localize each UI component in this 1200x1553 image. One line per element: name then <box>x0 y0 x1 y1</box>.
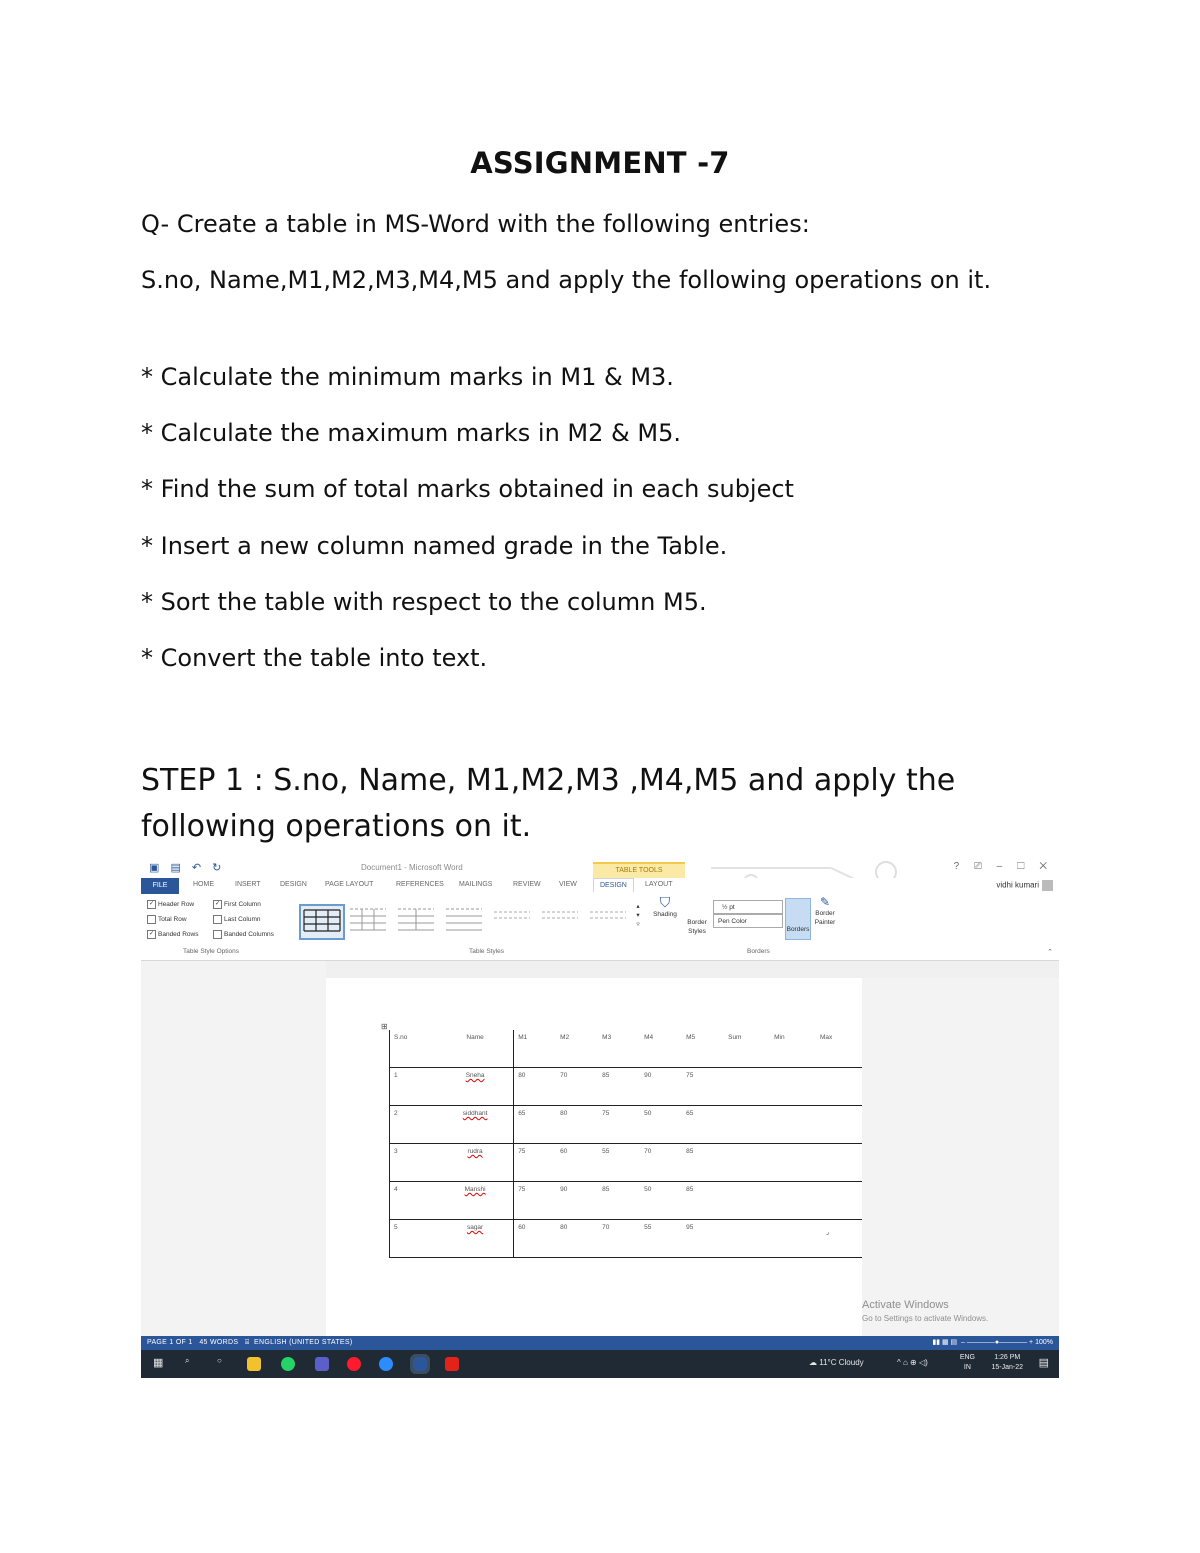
table-cell[interactable]: 75 <box>682 1068 724 1106</box>
header-cell[interactable]: M3 <box>598 1030 640 1068</box>
option-banded-columns[interactable]: Banded Columns <box>213 930 274 939</box>
table-cell[interactable]: 4 <box>390 1182 436 1220</box>
ribbon-design <box>141 894 1059 961</box>
view-mode-icons[interactable]: ▮▮ ▦ ▤ <box>932 1339 958 1346</box>
zoom-level[interactable]: 100% <box>1035 1339 1053 1346</box>
system-tray-icons[interactable]: ^ ⌂ ⊕ ◁) <box>897 1358 928 1367</box>
window-title: Document1 - Microsoft Word <box>361 863 463 872</box>
table-cell[interactable] <box>816 1220 862 1258</box>
bullet-2: * Calculate the maximum marks in M2 & M5. <box>141 419 681 447</box>
table-cell[interactable]: 90 <box>640 1068 682 1106</box>
table-cell[interactable]: 70 <box>598 1220 640 1258</box>
table-cell[interactable]: 70 <box>556 1068 598 1106</box>
table-cell[interactable]: 55 <box>640 1220 682 1258</box>
table-cell[interactable]: 1 <box>390 1068 436 1106</box>
header-cell[interactable]: M5 <box>682 1030 724 1068</box>
status-words[interactable]: 45 WORDS <box>199 1339 239 1346</box>
question-text: Q- Create a table in MS-Word with the following entries: <box>141 210 810 238</box>
table-cell[interactable]: 90 <box>556 1182 598 1220</box>
checkbox-checked-icon: ✓ <box>148 931 155 937</box>
bullet-5: * Sort the table with respect to the column M5. <box>141 588 707 616</box>
word-app-icon[interactable] <box>413 1357 427 1371</box>
option-banded-rows[interactable]: ✓ Banded Rows <box>148 931 199 939</box>
header-cell[interactable]: Max <box>816 1030 862 1068</box>
table-style-6[interactable] <box>539 904 581 936</box>
table-cell[interactable]: 2 <box>390 1106 436 1144</box>
checkbox-checked-icon: ✓ <box>214 901 221 907</box>
table-cell[interactable]: 80 <box>514 1068 556 1106</box>
table-style-7[interactable] <box>587 904 629 936</box>
line-weight-dropdown[interactable]: ½ pt <box>713 900 783 914</box>
option-total-row[interactable]: Total Row <box>147 915 187 924</box>
table-cell[interactable] <box>816 1144 862 1182</box>
table-cell[interactable] <box>770 1106 816 1144</box>
table-cell[interactable]: 85 <box>682 1144 724 1182</box>
avatar <box>1042 880 1053 891</box>
table-cell[interactable]: 80 <box>556 1220 598 1258</box>
option-header-row[interactable]: ✓ Header Row <box>148 901 195 909</box>
document-page[interactable] <box>326 978 862 1336</box>
table-cell[interactable]: 65 <box>682 1106 724 1144</box>
bullet-6: * Convert the table into text. <box>141 644 488 672</box>
table-cell[interactable]: 80 <box>556 1106 598 1144</box>
proofing-icon[interactable]: ⌸ <box>245 1339 250 1346</box>
spelling-flag: Manshi <box>464 1186 486 1193</box>
windows-taskbar <box>141 1350 1059 1378</box>
checkbox-icon <box>213 915 222 924</box>
marks-table[interactable] <box>389 1030 862 1258</box>
ribbon-tabs <box>141 878 1059 895</box>
table-resize-handle-icon[interactable]: ⌟ <box>826 1229 830 1236</box>
table-cell[interactable]: 75 <box>514 1182 556 1220</box>
table-cell[interactable]: 85 <box>682 1182 724 1220</box>
tab-design[interactable]: DESIGN <box>280 881 307 888</box>
whatsapp-icon[interactable] <box>281 1357 295 1371</box>
table-cell[interactable]: 55 <box>598 1144 640 1182</box>
user-name: vidhi kumari <box>996 880 1039 890</box>
pen-icon: ✎ <box>819 895 831 909</box>
table-cell[interactable]: 95 <box>682 1220 724 1258</box>
table-cell[interactable]: 60 <box>514 1220 556 1258</box>
cloud-icon: ☁ <box>809 1358 817 1367</box>
header-cell[interactable]: Sum <box>724 1030 770 1068</box>
word-screenshot <box>141 858 1059 1378</box>
table-cell[interactable] <box>724 1106 770 1144</box>
spelling-flag: Sneha <box>465 1072 485 1079</box>
spelling-flag: rudra <box>467 1148 483 1155</box>
start-icon[interactable]: ▦ <box>153 1357 164 1369</box>
table-cell[interactable]: 3 <box>390 1144 436 1182</box>
notifications-icon[interactable]: ▤ <box>1038 1357 1049 1369</box>
pen-color-dropdown[interactable]: Pen Color <box>713 914 783 928</box>
header-cell[interactable]: M2 <box>556 1030 598 1068</box>
group-label-table-styles: Table Styles <box>469 948 505 955</box>
table-cell[interactable] <box>816 1106 862 1144</box>
border-painter-button[interactable]: ✎ Border Painter <box>814 895 836 926</box>
assignment-title: ASSIGNMENT -7 <box>470 146 730 180</box>
table-cell[interactable] <box>816 1068 862 1106</box>
shading-button[interactable]: ⛉ Shading <box>653 894 677 918</box>
teams-icon[interactable] <box>315 1357 329 1371</box>
bullet-1: * Calculate the minimum marks in M1 & M3. <box>141 363 674 391</box>
table-cell[interactable]: 85 <box>598 1182 640 1220</box>
clock[interactable]: 1:26 PM 15-Jan-22 <box>991 1354 1023 1371</box>
input-language[interactable]: ENG IN <box>959 1354 975 1371</box>
table-cell[interactable] <box>724 1220 770 1258</box>
table-style-5[interactable] <box>491 904 533 936</box>
status-language[interactable]: ENGLISH (UNITED STATES) <box>254 1339 353 1346</box>
bullet-4: * Insert a new column named grade in the Table. <box>141 532 728 560</box>
entries-line: S.no, Name,M1,M2,M3,M4,M5 and apply the following operations on it. <box>141 266 992 294</box>
table-cell[interactable]: 50 <box>640 1182 682 1220</box>
bullet-3: * Find the sum of total marks obtained in each subject <box>141 475 794 503</box>
name-cell[interactable] <box>436 1220 514 1258</box>
header-cell[interactable]: M4 <box>640 1030 682 1068</box>
weather-widget[interactable]: ☁ 11°C Cloudy <box>809 1358 864 1367</box>
table-row <box>390 1068 863 1106</box>
tab-references[interactable]: REFERENCES <box>396 881 444 888</box>
status-bar <box>141 1336 1059 1350</box>
table-cell[interactable]: 75 <box>514 1144 556 1182</box>
table-style-3[interactable] <box>395 904 437 936</box>
collapse-ribbon-icon[interactable]: ⌃ <box>1047 949 1053 956</box>
name-cell[interactable] <box>436 1068 514 1106</box>
borders-button[interactable]: Borders <box>785 898 811 940</box>
table-cell[interactable] <box>770 1068 816 1106</box>
zoom-app-icon[interactable] <box>379 1357 393 1371</box>
zoom-slider[interactable]: – ————●———— + <box>961 1339 1034 1346</box>
border-styles-button[interactable]: Border Styles <box>687 919 707 935</box>
tab-review[interactable]: REVIEW <box>513 881 541 888</box>
table-row <box>390 1106 863 1144</box>
checkbox-checked-icon: ✓ <box>148 901 155 907</box>
workspace-left <box>141 961 326 1336</box>
group-label-style-options: Table Style Options <box>183 948 240 955</box>
step-1-heading: STEP 1 : S.no, Name, M1,M2,M3 ,M4,M5 and apply the following operations on it. <box>141 763 956 844</box>
table-style-grid-selected[interactable] <box>299 904 345 940</box>
user-account[interactable] <box>996 880 1053 891</box>
table-cell[interactable]: 65 <box>514 1106 556 1144</box>
activate-windows-watermark: Activate Windows Go to Settings to activate Windows. <box>862 1299 989 1323</box>
task-view-icon[interactable]: ○ <box>217 1356 222 1365</box>
quick-access-toolbar[interactable]: ▣ ▤ ↶ ↻ <box>149 862 226 874</box>
tab-table-layout[interactable]: LAYOUT <box>645 881 673 888</box>
table-cell[interactable]: 85 <box>598 1068 640 1106</box>
table-style-2[interactable] <box>347 904 389 936</box>
table-header-row <box>390 1030 863 1068</box>
tab-file[interactable]: FILE <box>141 878 179 894</box>
table-cell[interactable] <box>816 1182 862 1220</box>
opera-icon[interactable] <box>347 1357 361 1371</box>
table-cell[interactable] <box>770 1144 816 1182</box>
name-cell[interactable] <box>436 1106 514 1144</box>
tab-table-design[interactable]: DESIGN <box>593 878 634 892</box>
spelling-flag: siddhant <box>462 1110 488 1117</box>
header-cell[interactable]: Name <box>436 1030 514 1068</box>
workspace-right <box>862 978 1059 1336</box>
option-first-column[interactable]: ✓ First Column <box>214 901 261 909</box>
group-label-borders: Borders <box>747 948 770 955</box>
paint-bucket-icon: ⛉ <box>659 894 671 910</box>
checkbox-icon <box>147 915 156 924</box>
header-cell[interactable]: M1 <box>514 1030 556 1068</box>
table-cell[interactable] <box>770 1220 816 1258</box>
checkbox-icon <box>213 930 222 939</box>
tab-page-layout[interactable]: PAGE LAYOUT <box>325 881 374 888</box>
tab-home[interactable]: HOME <box>193 881 214 888</box>
acrobat-icon[interactable] <box>445 1357 459 1371</box>
table-cell[interactable]: 70 <box>640 1144 682 1182</box>
table-cell[interactable]: 75 <box>598 1106 640 1144</box>
table-cell[interactable]: 5 <box>390 1220 436 1258</box>
tab-view[interactable]: VIEW <box>559 881 577 888</box>
option-last-column[interactable]: Last Column <box>213 915 261 924</box>
status-page[interactable]: PAGE 1 OF 1 <box>147 1339 193 1346</box>
spelling-flag: sagar <box>466 1224 484 1231</box>
table-row <box>390 1182 863 1220</box>
table-move-handle-icon[interactable]: ⊞ <box>381 1022 388 1031</box>
name-cell[interactable] <box>436 1182 514 1220</box>
file-explorer-icon[interactable] <box>247 1357 261 1371</box>
styles-more-icon[interactable]: ▴ ▾ ▿ <box>636 903 640 928</box>
table-cell[interactable]: 50 <box>640 1106 682 1144</box>
table-tools-label: TABLE TOOLS <box>593 862 685 878</box>
header-cell[interactable]: Min <box>770 1030 816 1068</box>
table-cell[interactable]: 60 <box>556 1144 598 1182</box>
table-style-4[interactable] <box>443 904 485 936</box>
table-cell[interactable] <box>770 1182 816 1220</box>
tab-mailings[interactable]: MAILINGS <box>459 881 493 888</box>
window-controls[interactable]: ? ⎚ – ☐ ✕ <box>953 861 1053 872</box>
table-row <box>390 1144 863 1182</box>
tab-insert[interactable]: INSERT <box>235 881 261 888</box>
search-icon[interactable]: ⌕ <box>185 1356 190 1365</box>
table-cell[interactable] <box>724 1144 770 1182</box>
table-cell[interactable] <box>724 1068 770 1106</box>
name-cell[interactable] <box>436 1144 514 1182</box>
header-cell[interactable]: S.no <box>390 1030 436 1068</box>
table-row <box>390 1220 863 1258</box>
table-cell[interactable] <box>724 1182 770 1220</box>
